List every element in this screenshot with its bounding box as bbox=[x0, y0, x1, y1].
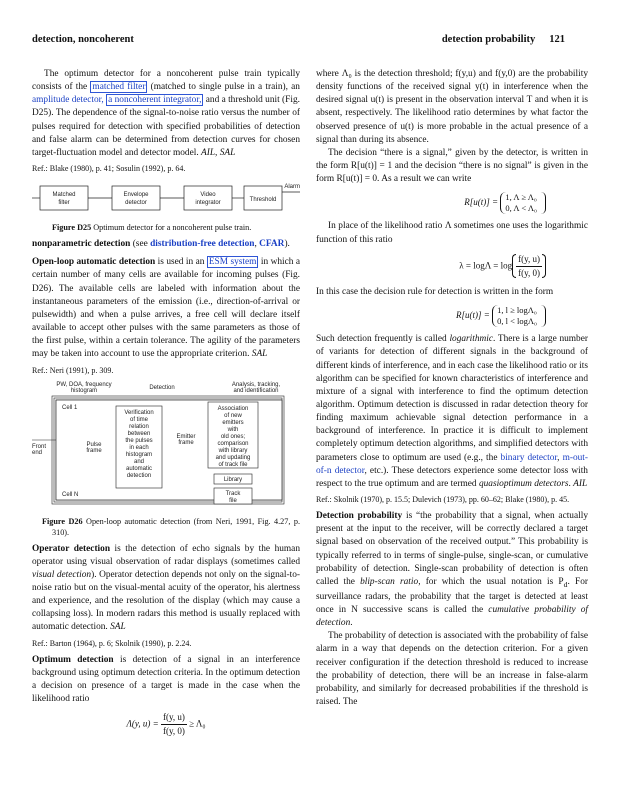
text: (matched to single pulse in a train), an bbox=[147, 82, 300, 93]
equation-part: λ = logΛ = log bbox=[459, 260, 513, 271]
italic-term: visual detection bbox=[32, 569, 92, 580]
reference-line: Ref.: Blake (1980), p. 41; Sosulin (1992), p. 64. bbox=[32, 164, 186, 174]
matched-filter-link[interactable]: matched filter bbox=[92, 82, 146, 93]
text: in which a certain number of many cells are available for incoming pulses (Fig. D26). The available cells are labeled with information about the instantaneous parameters of the emission (i.e., direction-of-arrival or pulsewidth) and when a pulse arrives, a free cell will declare itself available to accept other pulses with the same parameters as those of the first pulse, within a certain tolerance. The agility of the parameters may be taken into account to use the appropriate criterion. bbox=[32, 257, 300, 360]
pulse-frame-label: Pulse bbox=[86, 441, 102, 448]
block-label: Video bbox=[200, 192, 216, 199]
text: is used in an bbox=[155, 257, 207, 268]
esm-system-link[interactable]: ESM system bbox=[208, 257, 257, 268]
block-label: with bbox=[227, 426, 239, 433]
column-heading: histogram bbox=[70, 387, 98, 394]
operator-detection-paragraph bbox=[32, 543, 300, 635]
decision-rule-equation bbox=[316, 192, 588, 214]
cell-label: Cell N bbox=[62, 491, 79, 498]
equation-part: ≥ Λ₀ bbox=[186, 718, 206, 729]
block-label: and updating bbox=[215, 454, 251, 461]
block-label: histogram bbox=[125, 451, 153, 458]
figure-d26-diagram bbox=[32, 380, 300, 510]
amplitude-detector-link[interactable]: amplitude detector, bbox=[32, 95, 104, 106]
front-end-label: Front bbox=[32, 443, 47, 450]
text: , bbox=[557, 452, 563, 463]
reference-line: Ref.: Neri (1991), p. 309. bbox=[32, 365, 114, 375]
figure-d26-caption bbox=[42, 516, 300, 538]
distribution-free-detection-link[interactable]: distribution-free detection bbox=[150, 239, 255, 250]
block-label: Verification bbox=[124, 409, 154, 416]
author-initials: AIL bbox=[573, 478, 588, 489]
block-label: between bbox=[127, 430, 151, 437]
cfar-link[interactable]: CFAR bbox=[259, 239, 285, 250]
video-integrator-block bbox=[184, 186, 232, 210]
page-number: 121 bbox=[549, 34, 565, 45]
text: Such detection frequently is called bbox=[316, 334, 450, 345]
text: is “the probability that a signal, when actually present at the input to the receiver, will be correctly declared a target signal based on observation of the received output.” This probability is typically referred to in terms of single-pulse, single-scan, or cumulative probability of detection. Single-scan probability of detection is often called the bbox=[316, 511, 588, 587]
equation-cases bbox=[492, 305, 541, 327]
block-label: Association bbox=[217, 405, 249, 412]
figure-d25-diagram bbox=[32, 178, 300, 216]
denominator: f(y, 0) bbox=[518, 267, 540, 278]
block-label: automatic bbox=[125, 465, 153, 472]
block-label: integrator bbox=[195, 200, 221, 207]
block-label: Matched bbox=[52, 192, 76, 199]
text: , etc.). These detectors experience some detector loss with respect to the true optimum and are termed bbox=[316, 465, 588, 489]
equation-part: R[u(t)] = bbox=[464, 197, 501, 208]
text: (see bbox=[130, 239, 151, 250]
log-decision-paragraph: In this case the decision rule for detection is written in the form bbox=[316, 287, 554, 298]
block-label: and bbox=[133, 458, 145, 465]
entry-term: Operator detection bbox=[32, 543, 111, 554]
column-heading: Analysis, tracking, bbox=[231, 381, 281, 388]
text: ). Operator detection depends not only on the signal-to-noise ratio but on the visual-mental acuity of the operator, his alertness and experience, and the resolution of the display (which may cause a collapsing loss). In modern radars this method is usually replaced with automatic detection. bbox=[32, 569, 301, 633]
envelope-detector-block bbox=[112, 186, 160, 210]
emitter-frame-label: Emitter bbox=[176, 433, 196, 440]
author-initials: AIL, SAL bbox=[201, 147, 236, 158]
subscript: d bbox=[563, 579, 568, 589]
block-label: old ones; bbox=[220, 433, 246, 440]
italic-term: logarithmic bbox=[449, 334, 494, 345]
block-label: file bbox=[229, 497, 237, 504]
cell-label: Cell 1 bbox=[62, 404, 78, 411]
text: The optimum detector for a noncoherent pulse train typically consists of the bbox=[32, 69, 300, 93]
block-label: emitters bbox=[222, 419, 244, 426]
case-line: 0, Λ < Λ₀ bbox=[505, 203, 537, 214]
denominator: f(y, 0) bbox=[162, 726, 185, 737]
case-line: 1, Λ ≥ Λ₀ bbox=[505, 192, 537, 203]
entry-term: Open-loop automatic detection bbox=[32, 257, 156, 268]
caption-label: Figure D25 bbox=[52, 223, 92, 233]
block-label: the pulses bbox=[125, 437, 153, 444]
block-label: Threshold bbox=[249, 197, 277, 204]
running-header-right bbox=[442, 34, 565, 45]
nonparametric-detection-entry bbox=[32, 238, 300, 251]
block-label: relation bbox=[129, 423, 149, 430]
caption-text: Optimum detector for a noncoherent pulse train. bbox=[91, 223, 252, 233]
figure-d25-caption bbox=[32, 222, 300, 233]
column-heading: PW, DOA, frequency bbox=[56, 381, 112, 388]
case-line: 1, l ≥ logΛ₀ bbox=[497, 305, 537, 316]
running-header-title: detection probability bbox=[441, 34, 536, 45]
log-decision-rule-equation bbox=[316, 305, 588, 327]
optimum-detection-paragraph bbox=[32, 654, 300, 707]
threshold-definition-paragraph: where Λ₀ is the detection threshold; f(y,u) and f(y,0) are the probability density functions of the received signal y(t) in interference when the desired signal u(t) is present in the observation interval T and when it is absent, respectively. The likelihood ratio determines by what factor the observed presence of u(t) is more probable in the actual presence of a signal than during its absence. bbox=[316, 69, 588, 145]
binary-detector-link[interactable]: binary detector bbox=[500, 452, 558, 463]
italic-term: cumulative probability of detection bbox=[316, 605, 588, 629]
column-heading: and identification bbox=[233, 387, 279, 394]
block-label: of track file bbox=[218, 461, 248, 468]
text: is the detection of echo signals by the human operator using visual observation of radar displays (sometimes called bbox=[32, 543, 301, 567]
left-column bbox=[32, 68, 300, 744]
likelihood-ratio-equation bbox=[32, 711, 300, 738]
noncoherent-integrator-link[interactable]: a noncoherent integrator, bbox=[108, 95, 202, 106]
entry-term: Detection probability bbox=[316, 511, 403, 522]
pulse-frame-label: frame bbox=[86, 447, 102, 454]
output-label: Alarm bbox=[284, 184, 300, 191]
block-label: Envelope bbox=[123, 192, 149, 199]
text: . There is a large number of variants for detection of different signals in the background of different kinds of interference, and in each case the likelihood ratio or its algorithm can be specified for known characteristics of interference and mixture of a signal with interference to find the optimum detection algorithm. Optimum detection is discussed in radar detection theory for finding maximum achievable signal detection performance in a background of interference. In practice it is difficult to implement completely optimum detection algorithms, and simplified detectors with parameters close to optimum are used (e.g., the bbox=[316, 334, 588, 463]
block-label: Track bbox=[225, 490, 241, 497]
author-initials: SAL bbox=[251, 349, 268, 360]
numerator: f(y, u) bbox=[161, 711, 187, 725]
log-ratio-paragraph: In place of the likelihood ratio Λ sometimes one uses the logarithmic function of this ratio bbox=[316, 221, 588, 245]
reference-line: Ref.: Barton (1964), p. 6; Skolnik (1990), p. 2.24. bbox=[32, 638, 192, 648]
italic-term: blip-scan ratio bbox=[360, 576, 419, 587]
front-end-label: end bbox=[32, 449, 43, 456]
text: . For surveillance radars, the probability that the target is detected at least once in N successive scans is called the bbox=[316, 576, 588, 616]
running-header-left: detection, noncoherent bbox=[32, 34, 134, 45]
case-line: 0, l < logΛ₀ bbox=[497, 316, 537, 327]
detection-probability-paragraph bbox=[316, 510, 588, 630]
caption-text: Open-loop automatic detection (from Neri, 1991, Fig. 4.27, p. 310). bbox=[52, 516, 300, 537]
column-heading: Detection bbox=[149, 384, 175, 391]
decision-paragraph: The decision “there is a signal,” given by the detector, is written in the form R[u(t)] = 1 and the decision “there is no signal” is given in the form R[u(t)] = 0. As a result we can write bbox=[316, 147, 588, 185]
text: ). bbox=[284, 239, 290, 250]
block-label: of new bbox=[224, 412, 242, 419]
equation-part: Λ(y, u) = bbox=[126, 718, 161, 729]
block-label: comparison bbox=[217, 440, 249, 447]
block-label: of time bbox=[129, 416, 149, 423]
author-initials: SAL bbox=[110, 622, 126, 633]
text: and a threshold unit (Fig. D25). The dependence of the signal-to-noise ratio versus the number of pulses required for detection with specified probabilities of detection and false alarm can be determined from detection curves for chosen target-fluctuation model and detector model. bbox=[32, 95, 300, 158]
text: , for which the usual notation is P bbox=[418, 576, 564, 587]
m-out-of-n-detector-link[interactable]: m-out-of-n detector bbox=[316, 452, 588, 476]
log-likelihood-equation bbox=[316, 253, 588, 280]
noncoherent-detection-paragraph bbox=[32, 68, 300, 160]
italic-term: quasioptimum detectors bbox=[478, 478, 569, 489]
equation-cases bbox=[500, 192, 541, 214]
caption-label: Figure D26 bbox=[42, 516, 83, 526]
numerator: f(y, u) bbox=[516, 253, 542, 267]
block-label: with library bbox=[218, 447, 248, 454]
reference-line: Ref.: Skolnik (1970), p. 15.5; Dulevich (1973), pp. 60–62; Blake (1980), p. 45. bbox=[316, 495, 570, 505]
text: , bbox=[254, 239, 260, 250]
block-label: Library bbox=[223, 476, 243, 483]
block-label: detector bbox=[125, 200, 147, 207]
entry-term: Optimum detection bbox=[32, 654, 114, 665]
logarithmic-detection-paragraph bbox=[316, 333, 588, 491]
right-column bbox=[316, 68, 588, 709]
equation-fraction bbox=[516, 253, 542, 280]
emitter-frame-label: frame bbox=[178, 439, 194, 446]
block-label: in each bbox=[129, 444, 149, 451]
equation-fraction bbox=[161, 711, 187, 738]
text: . bbox=[350, 618, 353, 629]
false-alarm-paragraph: The probability of detection is associated with the probability of false alarm in a way that depends on the detection criterion. For a given receiver configuration if the detection threshold is reduced to increase the probability of detection, there will be an increase in false-alarm probability, and similarly for decreased probabilities if the threshold is raised. The bbox=[316, 631, 588, 708]
matched-filter-block bbox=[40, 186, 88, 210]
block-label: detection bbox=[126, 472, 152, 479]
block-label: filter bbox=[58, 200, 70, 207]
open-loop-detection-paragraph bbox=[32, 256, 300, 361]
text: is detection of a signal in an interference background using optimum detection criteria. In the optimum detection a decision on presence of a target is made in the case when the likelihood ratio bbox=[32, 654, 300, 705]
entry-term: nonparametric detection bbox=[32, 239, 131, 250]
equation-part: R[u(t)] = bbox=[456, 310, 493, 321]
text: . bbox=[568, 478, 574, 489]
